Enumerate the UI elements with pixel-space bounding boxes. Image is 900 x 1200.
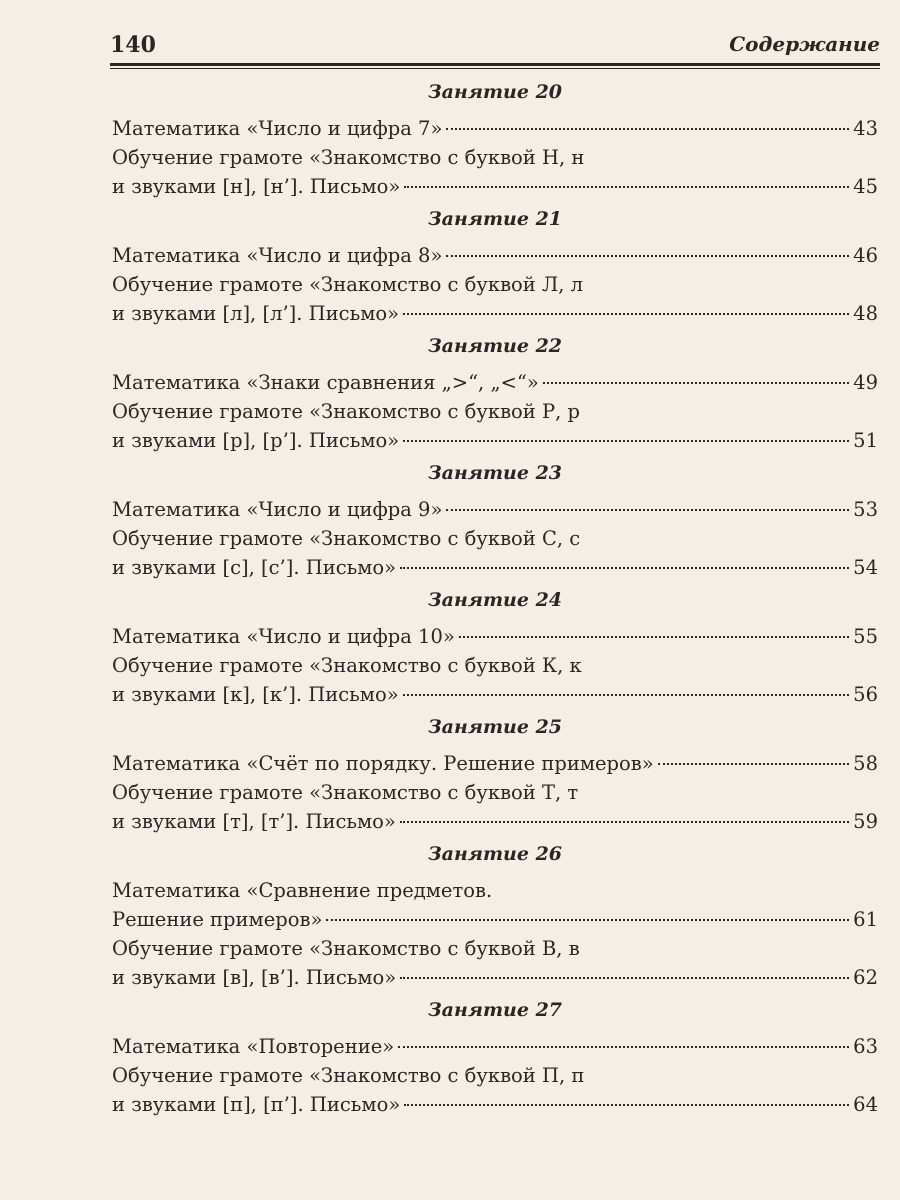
toc-entry-text: и звуками [т], [т’]. Письмо»	[112, 810, 396, 833]
dot-leader	[403, 694, 850, 696]
toc-page-number: 63	[853, 1035, 878, 1058]
toc-entry[interactable]	[112, 1032, 878, 1061]
dot-leader	[658, 763, 849, 765]
toc-entry-line	[112, 397, 878, 426]
toc-entry-line	[112, 934, 878, 963]
toc-entry[interactable]	[112, 1061, 878, 1119]
toc-page-number: 64	[853, 1093, 878, 1116]
toc-entry-line	[112, 778, 878, 807]
dot-leader	[400, 821, 849, 823]
toc-page-number: 61	[853, 908, 878, 931]
toc-entry-text: Математика «Число и цифра 7»	[112, 117, 443, 140]
header-rule-thin	[110, 68, 880, 69]
toc-page-number: 59	[853, 810, 878, 833]
toc-entry[interactable]	[112, 241, 878, 270]
toc-entry-line	[112, 963, 878, 992]
toc-entry-text: и звуками [в], [в’]. Письмо»	[112, 966, 397, 989]
dot-leader	[446, 255, 849, 257]
toc-entry-line	[112, 622, 878, 651]
toc-entry-line	[112, 143, 878, 172]
dot-leader	[446, 509, 849, 511]
toc-entry-line	[112, 807, 878, 836]
page-header	[110, 28, 880, 62]
toc-entry-text: Обучение грамоте «Знакомство с буквой В, в	[112, 937, 580, 960]
dot-leader	[398, 1046, 849, 1048]
toc-page-number: 53	[853, 498, 878, 521]
toc-entry-line	[112, 299, 878, 328]
toc-entry[interactable]	[112, 524, 878, 582]
dot-leader	[404, 186, 849, 188]
toc-entry-text: Математика «Число и цифра 9»	[112, 498, 443, 521]
toc-entry-text: и звуками [н], [н’]. Письмо»	[112, 175, 401, 198]
toc-entry-line	[112, 241, 878, 270]
toc-entry-line	[112, 172, 878, 201]
toc-entry-text: и звуками [с], [с’]. Письмо»	[112, 556, 397, 579]
toc-entry-line	[112, 651, 878, 680]
toc-entry-text: Математика «Повторение»	[112, 1035, 395, 1058]
lesson-heading: Занятие 21	[427, 208, 563, 230]
toc-entry-text: Обучение грамоте «Знакомство с буквой Т, т	[112, 781, 579, 804]
dot-leader	[404, 1104, 849, 1106]
toc-page-number: 49	[853, 371, 878, 394]
toc-entry-line	[112, 876, 878, 905]
toc-page-number: 45	[853, 175, 878, 198]
lesson-heading: Занятие 20	[427, 81, 563, 103]
toc-entry-line	[112, 553, 878, 582]
dot-leader	[403, 440, 849, 442]
toc-entry-text: Обучение грамоте «Знакомство с буквой С, с	[112, 527, 581, 550]
lesson-heading: Занятие 27	[427, 999, 563, 1021]
toc-page-number: 43	[853, 117, 878, 140]
toc-entry-line	[112, 114, 878, 143]
dot-leader	[326, 919, 849, 921]
lesson-heading: Занятие 23	[427, 462, 563, 484]
dot-leader	[446, 128, 849, 130]
toc-entry-text: Математика «Счёт по порядку. Решение примеров»	[112, 752, 654, 775]
toc-entry-line	[112, 495, 878, 524]
dot-leader	[400, 567, 849, 569]
page-number: 140	[110, 32, 156, 58]
toc-entry-text: и звуками [л], [л’]. Письмо»	[112, 302, 400, 325]
toc-entry-text: и звуками [р], [р’]. Письмо»	[112, 429, 400, 452]
toc-entry[interactable]	[112, 368, 878, 397]
toc-entry-line	[112, 749, 878, 778]
lesson-heading: Занятие 25	[427, 716, 563, 738]
toc-page-number: 58	[853, 752, 878, 775]
toc-entry-text: Обучение грамоте «Знакомство с буквой К, к	[112, 654, 582, 677]
toc-entry-text: Математика «Число и цифра 8»	[112, 244, 443, 267]
toc-entry[interactable]	[112, 778, 878, 836]
toc-entry-line	[112, 368, 878, 397]
toc-entry-line	[112, 1090, 878, 1119]
toc-entry-text: Решение примеров»	[112, 908, 323, 931]
toc-entry-text: Математика «Сравнение предметов.	[112, 879, 493, 902]
toc-entry-line	[112, 1032, 878, 1061]
toc-entry[interactable]	[112, 397, 878, 455]
toc-entry-text: Математика «Число и цифра 10»	[112, 625, 455, 648]
toc-entry-text: Обучение грамоте «Знакомство с буквой Л, л	[112, 273, 584, 296]
toc-entry[interactable]	[112, 934, 878, 992]
toc-page-number: 55	[853, 625, 878, 648]
toc-entry[interactable]	[112, 270, 878, 328]
lesson-heading: Занятие 26	[427, 843, 563, 865]
toc-entry-line	[112, 1061, 878, 1090]
lesson-heading: Занятие 22	[427, 335, 563, 357]
header-rule-thick	[110, 63, 880, 66]
toc-entry[interactable]	[112, 651, 878, 709]
dot-leader	[400, 977, 849, 979]
toc-entry-line	[112, 426, 878, 455]
toc-page-number: 51	[853, 429, 878, 452]
section-title: Содержание	[729, 32, 880, 56]
toc-entry[interactable]	[112, 495, 878, 524]
toc-entry-line	[112, 524, 878, 553]
toc-entry[interactable]	[112, 622, 878, 651]
toc-entry[interactable]	[112, 876, 878, 934]
toc-entry-line	[112, 905, 878, 934]
toc-entry-line	[112, 680, 878, 709]
toc-page-number: 46	[853, 244, 878, 267]
toc-entry-text: Обучение грамоте «Знакомство с буквой П, п	[112, 1064, 585, 1087]
toc-entry-text: Обучение грамоте «Знакомство с буквой Р, р	[112, 400, 580, 423]
lesson-heading: Занятие 24	[427, 589, 563, 611]
toc-entry[interactable]	[112, 143, 878, 201]
toc-entry-text: Обучение грамоте «Знакомство с буквой Н, н	[112, 146, 585, 169]
toc-entry-text: Математика «Знаки сравнения „>“, „<“»	[112, 371, 539, 394]
toc-entry-text: и звуками [к], [к’]. Письмо»	[112, 683, 399, 706]
toc-entry[interactable]	[112, 114, 878, 143]
toc-page-number: 48	[853, 302, 878, 325]
dot-leader	[459, 636, 849, 638]
toc-page-number: 62	[853, 966, 878, 989]
toc-entry-text: и звуками [п], [п’]. Письмо»	[112, 1093, 401, 1116]
toc-entry-line	[112, 270, 878, 299]
dot-leader	[543, 382, 849, 384]
toc-page-number: 54	[853, 556, 878, 579]
toc-entry[interactable]	[112, 749, 878, 778]
dot-leader	[403, 313, 849, 315]
toc-page-number: 56	[853, 683, 878, 706]
table-of-contents	[112, 74, 878, 1119]
